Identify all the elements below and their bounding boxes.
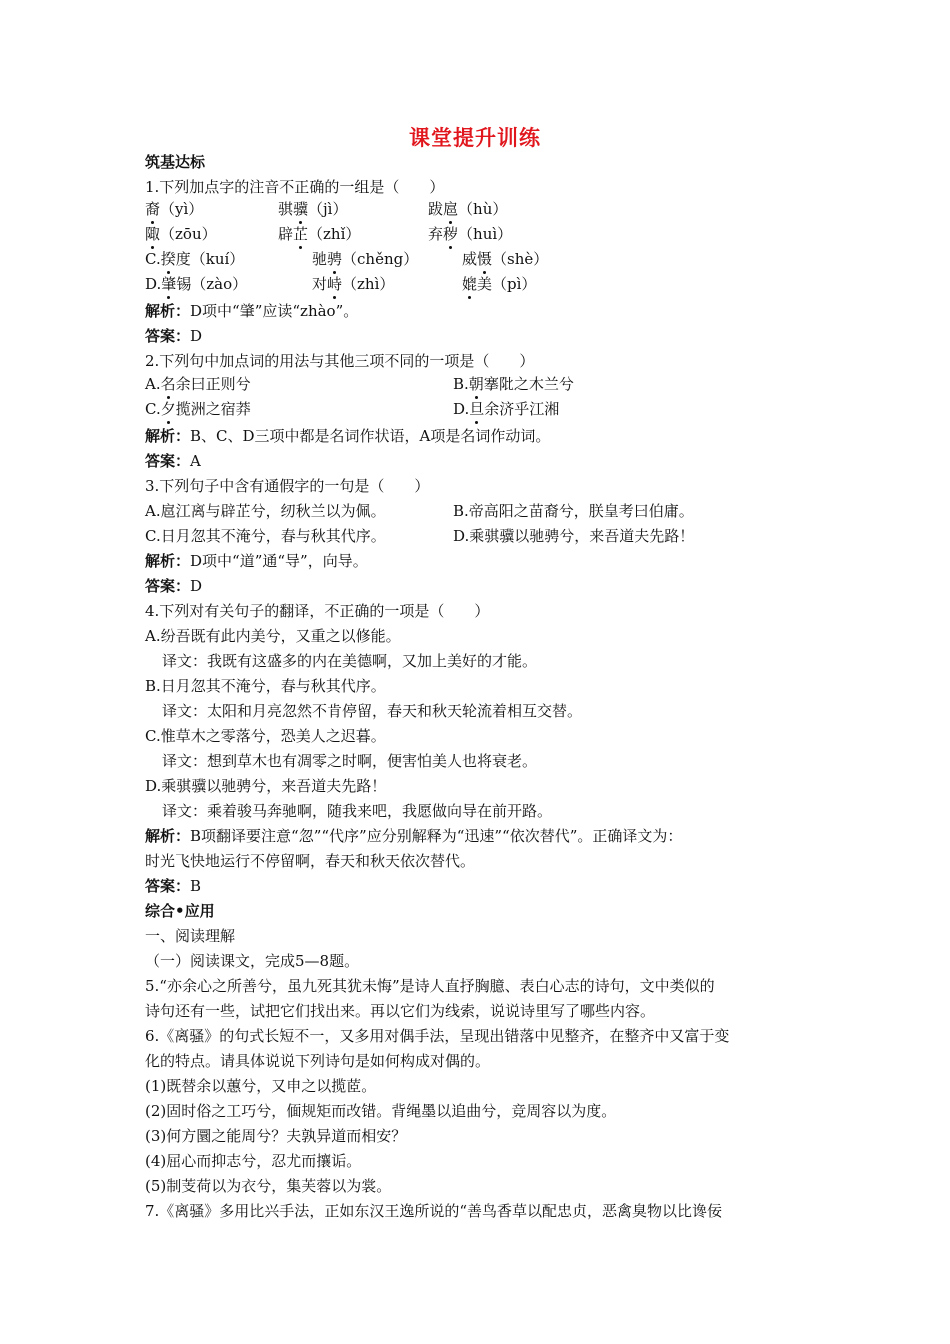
q2-option-b: B.朝搴阰之木兰兮 [453, 375, 574, 393]
q3-option-d: D.乘骐骥以驰骋兮，来吾道夫先路！ [453, 527, 695, 545]
q1-a-item-1: 裔（yì） [145, 200, 204, 218]
q4-answer: 答案：B [145, 877, 202, 895]
q4-option-c: C.惟草木之零落兮，恐美人之迟暮。 [145, 727, 386, 745]
section-heading-application: 综合•应用 [145, 902, 215, 920]
q4-analysis-line-1: 解析：B项翻译要注意“忽”“代序”应分别解释为“迅速”“依次替代”。正确译文为： [145, 827, 683, 845]
q2-stem: 2.下列句中加点词的用法与其他三项不同的一项是（ ） [145, 352, 535, 370]
q6-item-3: (3)何方圜之能周兮？夫孰异道而相安？ [145, 1127, 407, 1145]
q5-line-2: 诗句还有一些，试把它们找出来。再以它们为线索，说说诗里写了哪些内容。 [145, 1002, 656, 1020]
section-heading-basic: 筑基达标 [145, 153, 206, 171]
q6-item-4: (4)屈心而抑志兮，忍尤而攘诟。 [145, 1152, 362, 1170]
dotted-char: 慑 [477, 250, 493, 268]
dotted-char: 陬 [145, 225, 161, 243]
q1-answer: 答案：D [145, 327, 203, 345]
page-title: 课堂提升训练 [409, 126, 541, 150]
q1-c-item-1: C.揆度（kuí） [145, 250, 245, 268]
q1-b-item-1: 陬（zōu） [145, 225, 217, 243]
dotted-char: 媲 [462, 275, 478, 293]
dotted-char: 裔 [145, 200, 161, 218]
q4-option-a: A.纷吾既有此内美兮，又重之以修能。 [145, 627, 401, 645]
q6-line-2: 化的特点。请具体说说下列诗句是如何构成对偶的。 [145, 1052, 491, 1070]
dotted-char: 旦 [469, 400, 485, 418]
q3-stem: 3.下列句子中含有通假字的一句是（ ） [145, 477, 430, 495]
q1-analysis: 解析：D项中“肇”应读“zhào”。 [145, 302, 359, 320]
q1-a-item-2: 骐骥（jì） [278, 200, 348, 218]
q4-stem: 4.下列对有关句子的翻译，不正确的一项是（ ） [145, 602, 490, 620]
q4-option-b: B.日月忽其不淹兮，春与秋其代序。 [145, 677, 386, 695]
dotted-char: 扈 [443, 200, 459, 218]
q1-d-item-3: 媲美（pì） [462, 275, 537, 293]
q3-answer: 答案：D [145, 577, 203, 595]
q4-analysis-line-2: 时光飞快地运行不停留啊，春天和秋天依次替代。 [145, 852, 476, 870]
dotted-char: 峙 [327, 275, 343, 293]
q1-a-item-3: 跋扈（hù） [428, 200, 508, 218]
dotted-char: 朝 [468, 375, 484, 393]
dotted-char: 揆 [160, 250, 176, 268]
q4-option-a-translation: 译文：我既有这盛多的内在美德啊，又加上美好的才能。 [162, 652, 538, 670]
q4-option-d-translation: 译文：乘着骏马奔驰啊，随我来吧，我愿做向导在前开路。 [162, 802, 553, 820]
q3-analysis: 解析：D项中“道”通“导”，向导。 [145, 552, 368, 570]
q3-option-b: B.帝高阳之苗裔兮，朕皇考曰伯庸。 [453, 502, 694, 520]
q2-option-a: A.名余曰正则兮 [145, 375, 251, 393]
q4-option-d: D.乘骐骥以驰骋兮，来吾道夫先路！ [145, 777, 387, 795]
dotted-char: 夕 [160, 400, 176, 418]
dotted-char: 秽 [443, 225, 459, 243]
dotted-char: 骥 [293, 200, 309, 218]
q6-item-5: (5)制芰荷以为衣兮，集芙蓉以为裳。 [145, 1177, 392, 1195]
q1-c-item-2: 驰骋（chěng） [312, 250, 419, 268]
q1-d-item-1: D.肇锡（zào） [145, 275, 248, 293]
q2-option-d: D.旦余济乎江湘 [453, 400, 560, 418]
q1-b-item-3: 弃秽（huì） [428, 225, 513, 243]
dotted-char: 名 [160, 375, 176, 393]
part-heading-reading: 一、阅读理解 [145, 927, 236, 945]
q6-item-1: (1)既替余以蕙兮，又申之以揽茝。 [145, 1077, 377, 1095]
q1-c-item-3: 威慑（shè） [462, 250, 549, 268]
q3-option-a: A.扈江离与辟芷兮，纫秋兰以为佩。 [145, 502, 386, 520]
q1-b-item-2: 辟芷（zhǐ） [278, 225, 361, 243]
q2-analysis: 解析：B、C、D三项中都是名词作状语，A项是名词作动词。 [145, 427, 551, 445]
q7-line-1: 7.《离骚》多用比兴手法，正如东汉王逸所说的“善鸟香草以配忠贞，恶禽臭物以比谗佞 [145, 1202, 722, 1220]
q1-stem: 1.下列加点字的注音不正确的一组是（ ） [145, 178, 445, 196]
q3-option-c: C.日月忽其不淹兮，春与秋其代序。 [145, 527, 386, 545]
q2-option-c: C.夕揽洲之宿莽 [145, 400, 251, 418]
dotted-char: 肇 [161, 275, 177, 293]
q6-item-2: (2)固时俗之工巧兮，偭规矩而改错。背绳墨以追曲兮，竞周容以为度。 [145, 1102, 617, 1120]
q4-option-b-translation: 译文：太阳和月亮忽然不肯停留，春天和秋天轮流着相互交替。 [162, 702, 583, 720]
q2-answer: 答案：A [145, 452, 201, 470]
dotted-char: 骋 [327, 250, 343, 268]
q1-d-item-2: 对峙（zhì） [312, 275, 395, 293]
q6-line-1: 6.《离骚》的句式长短不一，又多用对偶手法，呈现出错落中见整齐，在整齐中又富于变 [145, 1027, 730, 1045]
dotted-char: 芷 [293, 225, 309, 243]
subpart-heading: （一）阅读课文，完成5—8题。 [145, 952, 360, 970]
q5-line-1: 5.“亦余心之所善兮，虽九死其犹未悔”是诗人直抒胸臆、表白心志的诗句，文中类似的 [145, 977, 715, 995]
q4-option-c-translation: 译文：想到草木也有凋零之时啊，便害怕美人也将衰老。 [162, 752, 538, 770]
